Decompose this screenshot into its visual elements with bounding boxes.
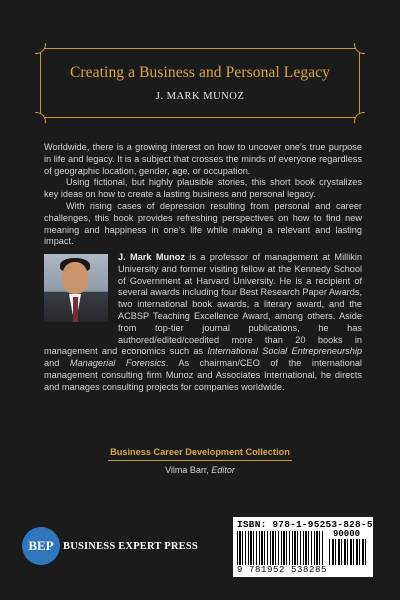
collection-name: Business Career Development Collection [110,447,290,457]
bio-text: is a professor of management at Millikin University and former visiting fellow at the Kennedy School of Government at Harvard University. He is a recipient of several awards including four Best Research Paper Awards, two international book awards, a literary award, and the ACBSP Teaching Excellence Award, among others. Aside from top-tier journal publications, he has authored/edited/coedited more than 20 books in management and economics such as [44,252,362,357]
author-photo [44,254,108,322]
bio-text: and [44,358,70,369]
description-paragraph: Worldwide, there is a growing interest on how to uncover one’s true purpose in life and legacy. It is a subject that crosses the minds of everyone regardless of geographic location, gender, age, or occupation. [44,142,362,176]
description-paragraph: With rising cases of depression resulting from personal and career challenges, this book provides refreshing perspectives on how to find new meaning and happiness in one’s life while making a relevant and lasting impact. [44,200,362,247]
isbn-text: ISBN: 978-1-95253-828-5 [237,519,373,530]
price-code-text: 90000 [333,529,361,539]
book-author: J. MARK MUNOZ [155,91,245,102]
bio-text: . As chairman/CEO of the international management consulting firm Munoz and Associates International, he directs and manages consulting projects for companies worldwide. [44,358,362,392]
bio-book-title: Managerial Forensics [69,358,166,369]
barcode [233,517,373,577]
title-frame [40,48,360,118]
bio-book-title: International Social Entrepreneurship [207,346,362,357]
editor-credit [0,465,400,475]
publisher-logo: BEP [22,527,60,565]
barcode-bars [237,531,323,565]
editor-name: Vilma Barr, [165,465,212,475]
publisher-name: BUSINESS EXPERT PRESS [63,541,198,552]
barcode-addon-bars [329,539,367,565]
frame-corner [35,112,46,123]
frame-corner [354,43,365,54]
bio-author-name: J. Mark Munoz [118,252,185,262]
ean-text: 9 781952 538285 [237,565,328,575]
book-title: Creating a Business and Personal Legacy [69,64,330,81]
book-description [44,142,362,248]
editor-role: Editor [211,465,235,475]
divider [108,460,292,461]
description-paragraph: Using fictional, but highly plausible stories, this short book crystalizes key ideas on how to create a lasting business and personal legacy. [44,177,362,200]
